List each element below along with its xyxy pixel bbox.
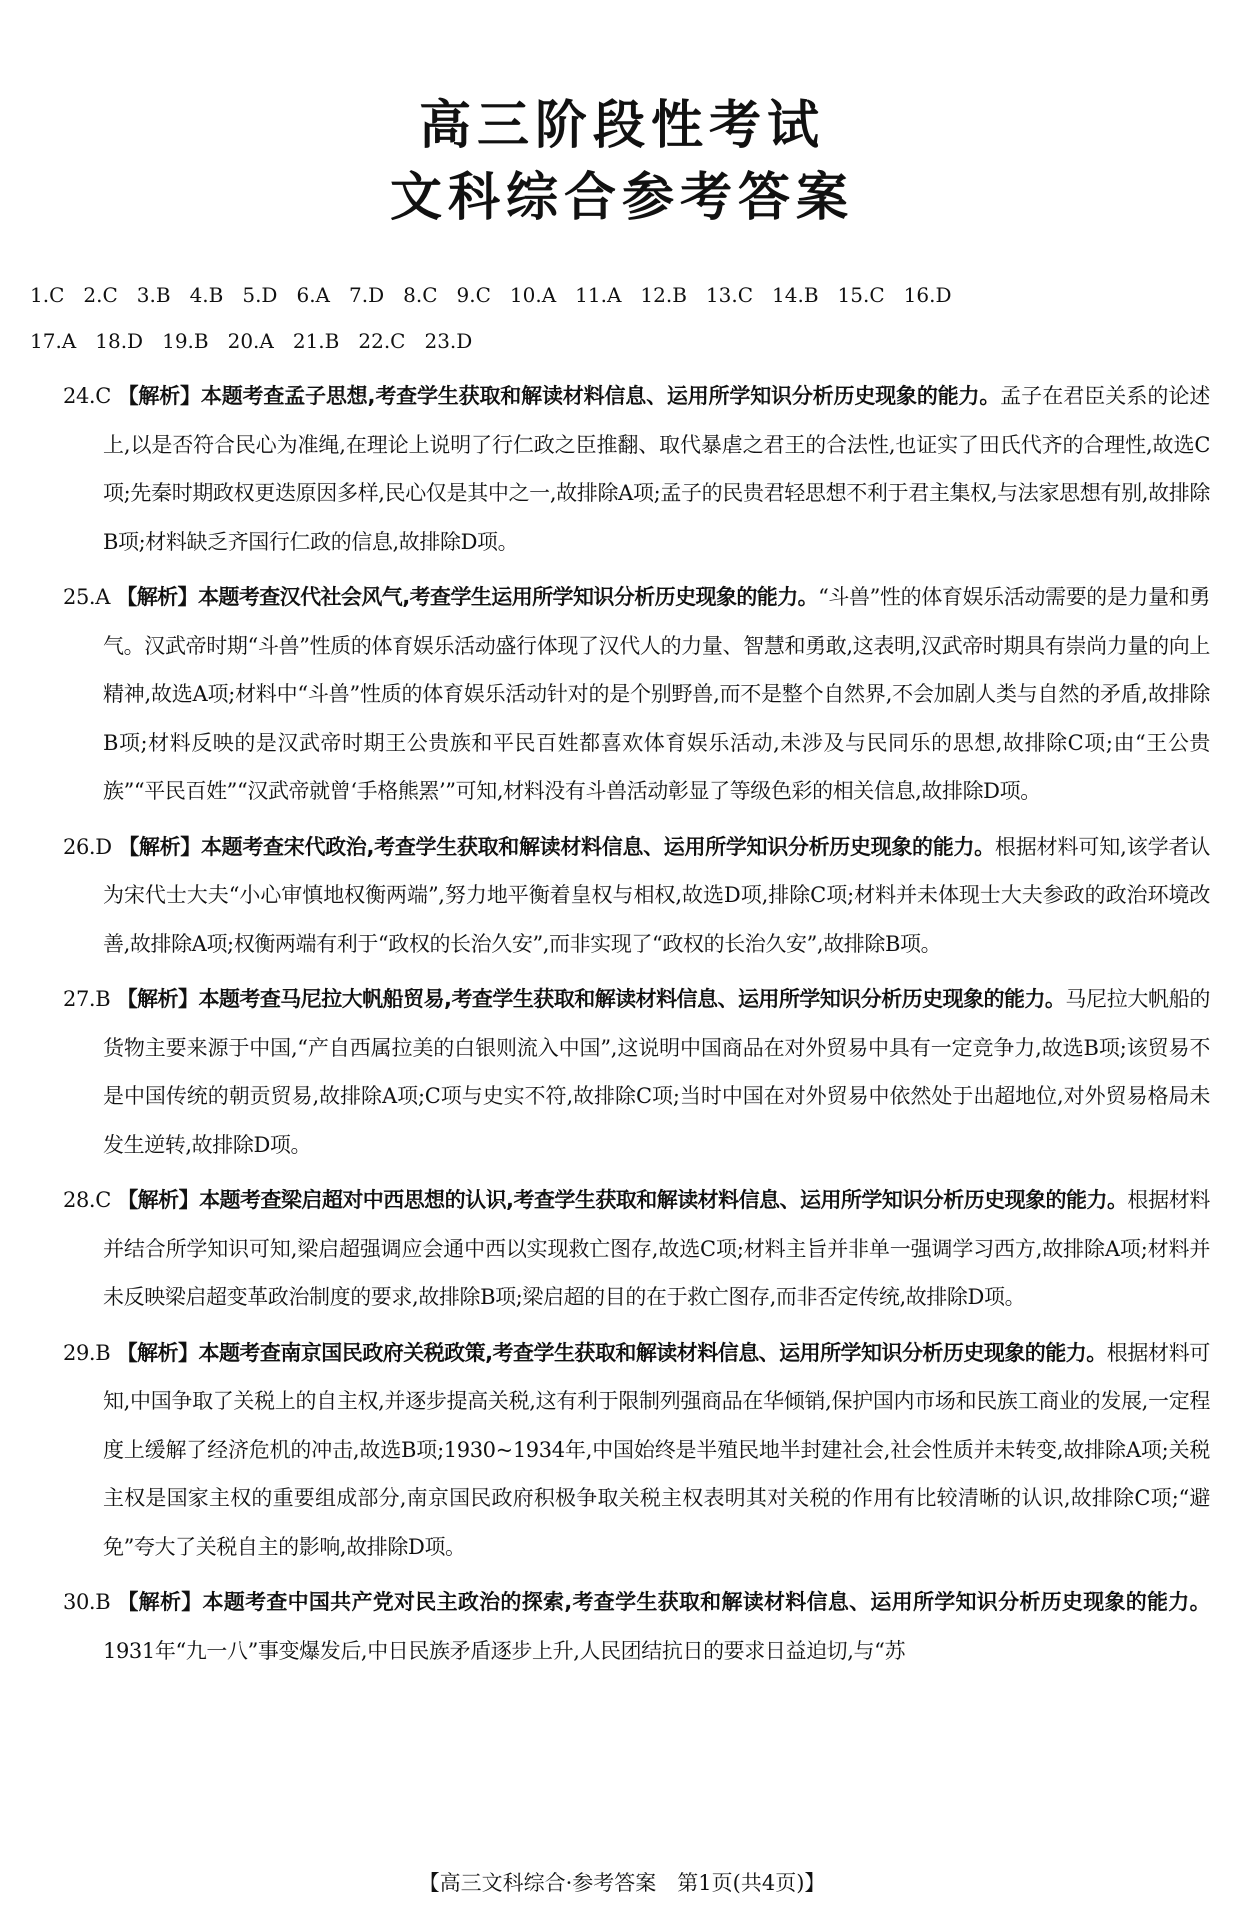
analysis-body: 孟子在君臣关系的论述上,以是否符合民心为准绳,在理论上说明了行仁政之臣推翻、取代暴虐之君王的合法性,也证实了田氏代齐的合理性,故选C项;先秦时期政权更迭原因多样,民心仅是其中之一,故排除A项;孟子的民贵君轻思想不利于君主集权,与法家思想有别,故排除B项;材料缺乏齐国行仁政的信息,故排除D项。 [103, 384, 1211, 554]
analysis-lead: 本题考查中国共产党对民主政治的探索,考查学生获取和解读材料信息、运用所学知识分析历史现象的能力。 [202, 1590, 1210, 1614]
analysis-tag: 【解析】 [116, 1340, 199, 1365]
question-number: 26.D [63, 834, 119, 859]
analysis-body: 马尼拉大帆船的货物主要来源于中国,“产自西属拉美的白银则流入中国”,这说明中国商品在对外贸易中具有一定竞争力,故选B项;该贸易不是中国传统的朝贡贸易,故排除A项;C项与史实不符,故排除C项;当时中国在对外贸易中依然处于出超地位,对外贸易格局未发生逆转,故排除D项。 [103, 987, 1210, 1157]
analysis-body: “斗兽”性的体育娱乐活动需要的是力量和勇气。汉武帝时期“斗兽”性质的体育娱乐活动盛行体现了汉代人的力量、智慧和勇敢,这表明,汉武帝时期具有崇尚力量的向上精神,故选A项;材料中“斗兽”性质的体育娱乐活动针对的是个别野兽,而不是整个自然界,不会加剧人类与自然的矛盾,故排除B项;材料反映的是汉武帝时期王公贵族和平民百姓都喜欢体育娱乐活动,未涉及与民同乐的思想,故排除C项;由“王公贵族”“平民百姓”“汉武帝就曾‘手格熊罴’”可知,材料没有斗兽活动彰显了等级色彩的相关信息,故排除D项。 [103, 585, 1210, 803]
answer-key-item: 15.C [837, 283, 885, 307]
answer-key-item: 22.C [358, 329, 406, 353]
answer-key-item: 14.B [772, 283, 819, 307]
answer-key-item: 13.C [705, 283, 754, 307]
explanation-item [30, 573, 1210, 816]
question-number: 28.C [63, 1188, 118, 1212]
answer-key-item: 2.C [83, 283, 118, 307]
analysis-lead: 本题考查宋代政治,考查学生获取和解读材料信息、运用所学知识分析历史现象的能力。 [200, 834, 995, 859]
analysis-body: 根据材料可知,中国争取了关税上的自主权,并逐步提高关税,这有利于限制列强商品在华倾销,保护国内市场和民族工商业的发展,一定程度上缓解了经济危机的冲击,故选B项;1930~1934年,中国始终是半殖民地半封建社会,社会性质并未转变,故排除A项;关税主权是国家主权的重要组成部分,南京国民政府积极争取关税主权表明其对关税的作用有比较清晰的认识,故排除C项;“避免”夸大了关税自主的影响,故排除D项。 [103, 1340, 1210, 1559]
explanation-item [30, 1329, 1210, 1572]
answer-key-item: 19.B [162, 329, 209, 353]
analysis-lead: 本题考查马尼拉大帆船贸易,考查学生获取和解读材料信息、运用所学知识分析历史现象的能力。 [198, 987, 1066, 1011]
answer-key-item: 12.B [640, 283, 687, 307]
answer-key-item: 16.D [903, 283, 952, 307]
answer-key-item: 17.A [30, 329, 77, 353]
explanation-item [30, 823, 1210, 969]
page-footer: 【高三文科综合·参考答案 第1页(共4页)】 [418, 1871, 826, 1895]
answer-key-row-1 [30, 275, 1220, 315]
explanations-list [30, 372, 1210, 1682]
answer-key-item: 6.A [296, 283, 330, 307]
explanation-item [30, 372, 1210, 566]
page-subtitle: 文科综合参考答案 [389, 168, 854, 228]
explanation-item [30, 1578, 1210, 1675]
answer-key-item: 18.D [95, 329, 144, 353]
analysis-tag: 【解析】 [116, 987, 199, 1011]
analysis-tag: 【解析】 [118, 834, 201, 859]
analysis-body: 1931年“九一八”事变爆发后,中日民族矛盾逐步上升,人民团结抗日的要求日益迫切,与“苏 [103, 1638, 906, 1663]
analysis-body: 根据材料可知,该学者认为宋代士大夫“小心审慎地权衡两端”,努力地平衡着皇权与相权,故选D项,排除C项;材料并未体现士大夫参政的政治环境改善,故排除A项;权衡两端有利于“政权的长治久安”,而非实现了“政权的长治久安”,故排除B项。 [103, 834, 1210, 956]
answer-key-item: 1.C [30, 283, 65, 307]
answer-key-item: 10.A [509, 283, 557, 307]
page-title: 高三阶段性考试 [418, 96, 825, 156]
explanation-item [30, 975, 1210, 1169]
answer-key-item: 11.A [575, 283, 622, 307]
analysis-lead: 本题考查孟子思想,考查学生获取和解读材料信息、运用所学知识分析历史现象的能力。 [200, 384, 1001, 408]
answer-key-item: 3.B [136, 283, 171, 307]
analysis-body: 根据材料并结合所学知识可知,梁启超强调应会通中西以实现救亡图存,故选C项;材料主旨并非单一强调学习西方,故排除A项;材料并未反映梁启超变革政治制度的要求,故排除B项;梁启超的目的在于救亡图存,而非否定传统,故排除D项。 [103, 1188, 1210, 1309]
answer-key-row-2 [30, 321, 1220, 361]
answer-key-item: 5.D [242, 283, 278, 307]
question-number: 29.B [63, 1340, 117, 1365]
analysis-lead: 本题考查汉代社会风气,考查学生运用所学知识分析历史现象的能力。 [197, 585, 819, 609]
analysis-tag: 【解析】 [117, 1188, 200, 1212]
answer-key-item: 23.D [424, 329, 473, 353]
analysis-tag: 【解析】 [117, 1590, 203, 1614]
explanation-item [30, 1176, 1210, 1322]
question-number: 25.A [63, 585, 117, 609]
answer-key-item: 20.A [227, 329, 274, 353]
answer-key-item: 4.B [189, 283, 224, 307]
analysis-lead: 本题考查南京国民政府关税政策,考查学生获取和解读材料信息、运用所学知识分析历史现象的能力。 [198, 1340, 1107, 1365]
answer-key-item: 7.D [349, 283, 385, 307]
answer-key-item: 9.C [456, 283, 491, 307]
analysis-tag: 【解析】 [117, 384, 201, 408]
answer-key-item: 8.C [403, 283, 438, 307]
analysis-lead: 本题考查梁启超对中西思想的认识,考查学生获取和解读材料信息、运用所学知识分析历史现象的能力。 [199, 1188, 1128, 1212]
question-number: 30.B [63, 1590, 118, 1614]
question-number: 27.B [63, 987, 117, 1011]
analysis-tag: 【解析】 [116, 585, 198, 609]
question-number: 24.C [63, 384, 118, 408]
answer-key-item: 21.B [292, 329, 340, 353]
